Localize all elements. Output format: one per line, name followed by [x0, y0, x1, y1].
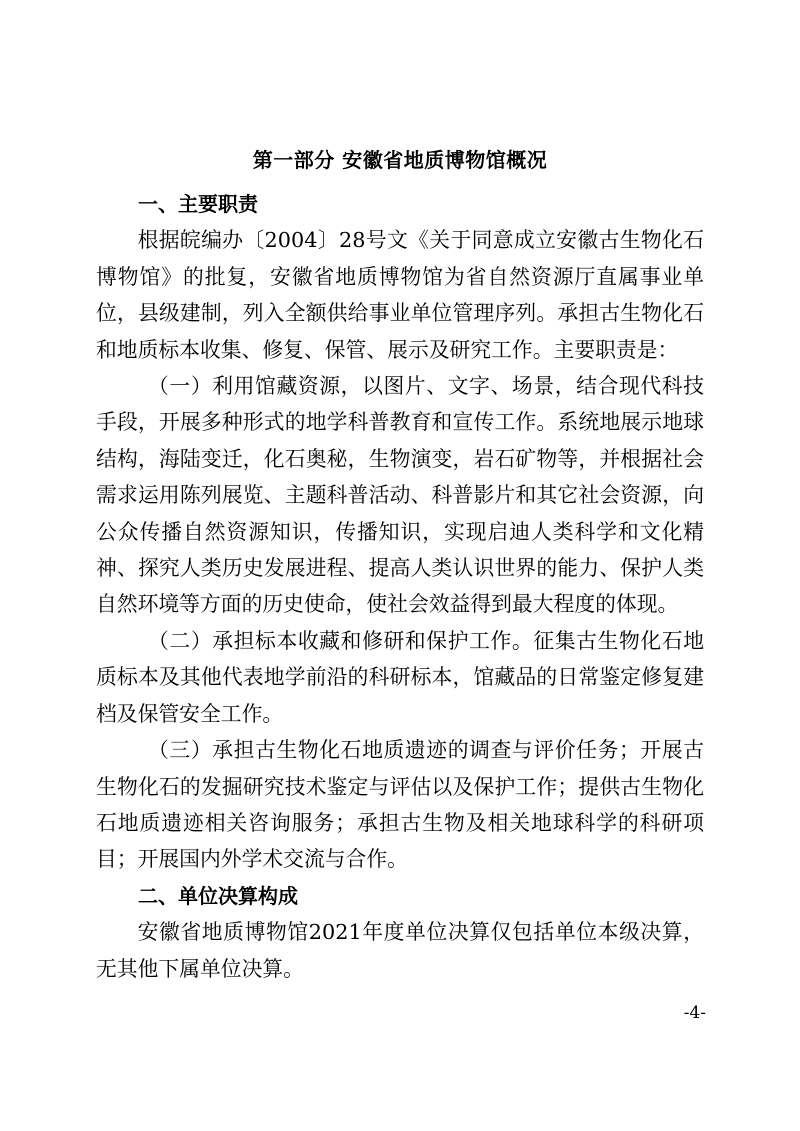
duty-item-2: （二）承担标本收藏和修研和保护工作。征集古生物化石地质标本及其他代表地学前沿的科研标本，馆藏品的日常鉴定修复建档及保管安全工作。	[96, 628, 704, 726]
section-2-heading: 二、单位决算构成	[138, 883, 298, 908]
duty-item-3: （三）承担古生物化石地质遗迹的调查与评价任务；开展古生物化石的发掘研究技术鉴定与评估以及保护工作；提供古生物化石地质遗迹相关咨询服务；承担古生物及相关地球科学的科研项目；开展国内外学术交流与合作。	[96, 738, 704, 872]
part-title: 第一部分 安徽省地质博物馆概况	[252, 148, 548, 172]
section-1-intro-paragraph: 根据皖编办〔2004〕28号文《关于同意成立安徽古生物化石博物馆》的批复，安徽省地质博物馆为省自然资源厅直属事业单位，县级建制，列入全额供给事业单位管理序列。承担古生物化石和地质标本收集、修复、保管、展示及研究工作。主要职责是：	[96, 228, 704, 362]
section-1-heading: 一、主要职责	[138, 192, 258, 216]
document-body	[96, 186, 704, 987]
section-2-paragraph: 安徽省地质博物馆2021年度单位决算仅包括单位本级决算，无其他下属单位决算。	[96, 920, 704, 981]
duty-item-1: （一）利用馆藏资源，以图片、文字、场景，结合现代科技手段，开展多种形式的地学科普教育和宣传工作。系统地展示地球结构，海陆变迁，化石奥秘，生物演变，岩石矿物等，并根据社会需求运用陈列展览、主题科普活动、科普影片和其它社会资源，向公众传播自然资源知识，传播知识，实现启迪人类科学和文化精神、探究人类历史发展进程、提高人类认识世界的能力、保护人类自然环境等方面的历史使命，使社会效益得到最大程度的体现。	[96, 374, 704, 617]
page-number: -4-	[683, 1003, 706, 1023]
